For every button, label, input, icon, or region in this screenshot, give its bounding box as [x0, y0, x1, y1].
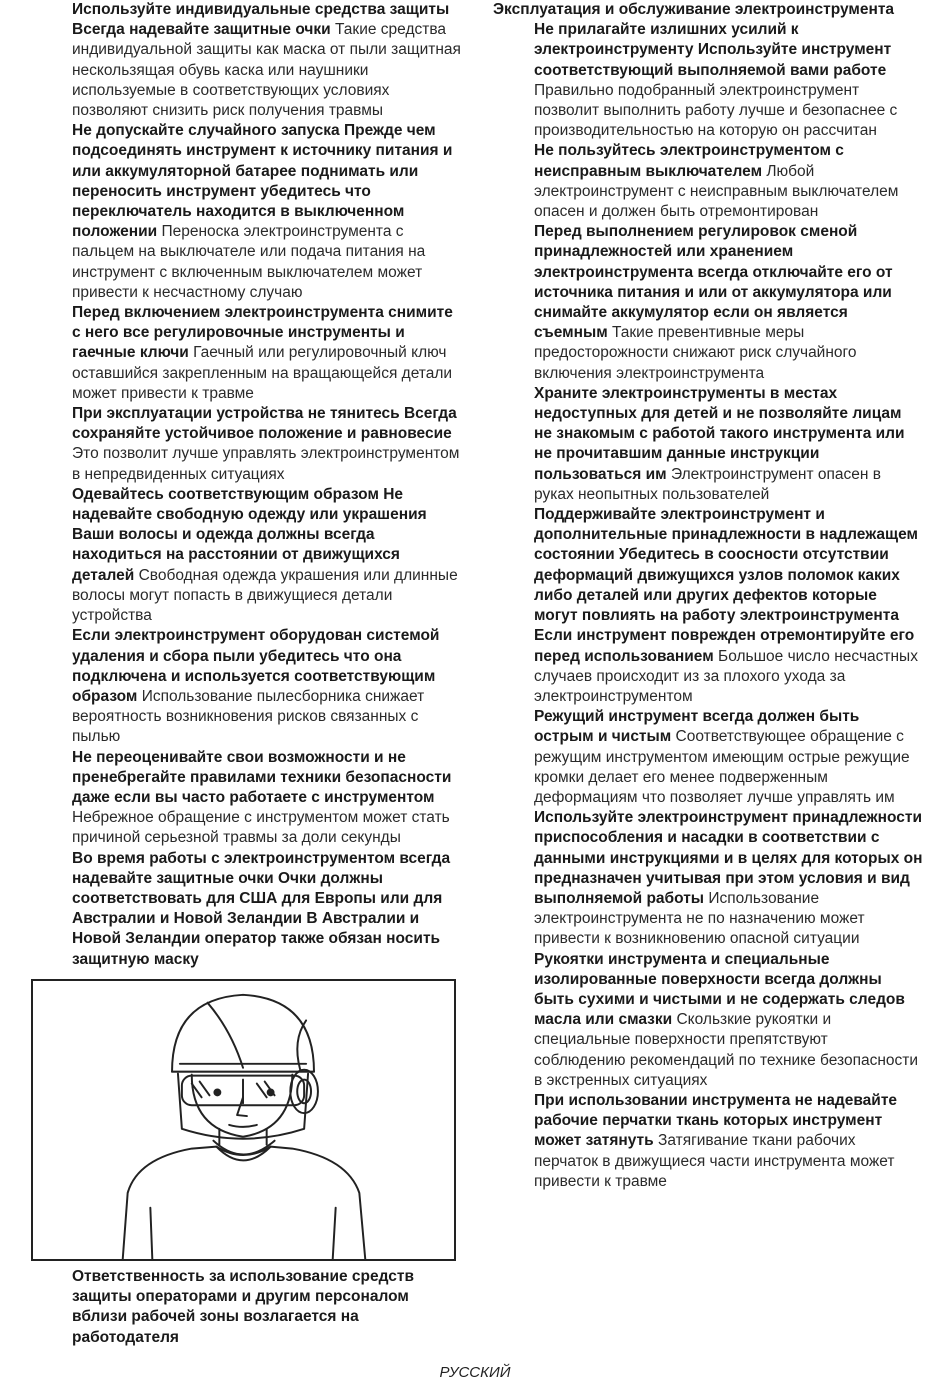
- paragraph-normal-text: Это позволит лучше управлять электроинструментом в непредвиденных ситуациях: [72, 445, 460, 483]
- paragraph-normal-text: Такие средства индивидуальной защиты как маска от пыли защитная нескользящая обувь каска или наушники используемые в соответствующих условиях позволяют снизить риск получения травмы: [72, 21, 461, 120]
- left-column: [72, 0, 464, 970]
- person-with-protective-gear-icon: [33, 981, 454, 1259]
- maintenance-paragraph: [534, 808, 923, 949]
- paragraph-bold-text: Не прилагайте излишних усилий к электроинструменту Используйте инструмент соответствующий выполняемой вами работе: [534, 21, 892, 79]
- paragraph-bold-text: Храните электроинструменты в местах недоступных для детей и не позволяйте лицам не знакомым с работой такого инструмента или не прочитавшим данные инструкции пользоваться им: [534, 384, 905, 483]
- safety-paragraph: [72, 0, 464, 121]
- safety-paragraph: [72, 849, 464, 970]
- paragraph-bold-text: Одевайтесь соответствующим образом Не надевайте свободную одежду или украшения Ваши волосы и одежда должны всегда находиться на расстоянии от движущихся деталей: [72, 485, 427, 584]
- paragraph-normal-text: Скользкие рукоятки и специальные поверхности препятствуют соблюдению рекомендаций по технике безопасности в экстренных ситуациях: [534, 1011, 919, 1089]
- paragraph-bold-text: При использовании инструмента не надевайте рабочие перчатки ткань которых инструмент может затянуть: [534, 1091, 898, 1150]
- maintenance-paragraph: [534, 20, 923, 141]
- maintenance-paragraph: [534, 141, 923, 222]
- maintenance-paragraph: [534, 505, 923, 707]
- paragraph-bold-text: Во время работы с электроинструментом всегда надевайте защитные очки Очки должны соответствовать для США для Европы или для Австралии и Новой Зеландии В Австралии и Новой Зеландии оператор также обязан носить защитную маску: [72, 849, 451, 968]
- maintenance-paragraph: [534, 222, 923, 384]
- safety-paragraph: [72, 626, 464, 747]
- page-footer-language: РУССКИЙ: [439, 1364, 511, 1381]
- paragraph-bold-text: Рукоятки инструмента и специальные изолированные поверхности всегда должны быть сухими и чистыми и не содержать следов масла или смазки: [534, 950, 905, 1029]
- paragraph-bold-text: Поддерживайте электроинструмент и дополнительные принадлежности в надлежащем состоянии Убедитесь в соосности отсутствии деформаций движущихся узлов поломок каких либо деталей или других дефектов которые могут повлиять на работу электроинструмента Если инструмент поврежден отремонтируйте его перед использованием: [534, 506, 918, 665]
- paragraph-bold-text: Не пользуйтесь электроинструментом с неисправным выключателем: [534, 142, 844, 180]
- section-heading: Эксплуатация и обслуживание электроинструмента: [493, 1, 895, 18]
- safety-paragraph: [72, 748, 464, 849]
- paragraph-bold-text: При эксплуатации устройства не тянитесь Всегда сохраняйте устойчивое положение и равновесие: [72, 405, 457, 443]
- paragraph-bold-text: Если электроинструмент оборудован системой удаления и сбора пыли убедитесь что она подключена и используется соответствующим образом: [72, 627, 440, 705]
- figure-caption: Ответственность за использование средств защиты операторами и другим персоналом вблизи рабочей зоны возлагается на работодателя: [72, 1268, 414, 1346]
- paragraph-normal-text: Использование пылесборника снижает вероятность возникновения рисков связанных с пылью: [72, 687, 425, 746]
- paragraph-bold-text: Используйте индивидуальные средства защиты Всегда надевайте защитные очки: [72, 1, 450, 39]
- maintenance-paragraph: [534, 950, 923, 1091]
- safety-paragraph: [72, 121, 464, 303]
- paragraph-normal-text: Использование электроинструмента не по назначению может привести к возникновению опасной ситуации: [534, 889, 865, 948]
- paragraph-normal-text: Большое число несчастных случаев происходит из за плохого ухода за электроинструментом: [534, 647, 918, 705]
- safety-paragraph: [72, 485, 464, 626]
- paragraph-normal-text: Правильно подобранный электроинструмент позволит выполнить работу лучше и безопаснее с производительностью на которую он рассчитан: [534, 81, 898, 140]
- maintenance-paragraph: [534, 707, 923, 808]
- paragraph-bold-text: Не допускайте случайного запуска Прежде чем подсоединять инструмент к источнику питания и или аккумуляторной батарее поднимать или переносить инструмент убедитесь что переключатель находится в выключенном положении: [72, 122, 453, 241]
- safety-equipment-illustration: [31, 979, 456, 1261]
- paragraph-bold-text: Используйте электроинструмент принадлежности приспособления и насадки в соответствии с данными инструкциями и в целях для которых он предназначен учитывая при этом условия и вид выполняемой работы: [534, 809, 923, 907]
- paragraph-normal-text: Электроинструмент опасен в руках неопытных пользователей: [534, 465, 881, 503]
- paragraph-normal-text: Такие превентивные меры предосторожности снижают риск случайного включения электроинструмента: [534, 324, 857, 382]
- paragraph-normal-text: Затягивание ткани рабочих перчаток в движущиеся части инструмента может привести к травме: [534, 1132, 895, 1190]
- paragraph-bold-text: Перед выполнением регулировок сменой принадлежностей или хранением электроинструмента всегда отключайте его от источника питания и или от аккумулятора или снимайте аккумулятор если он является съемным: [534, 223, 893, 342]
- safety-paragraph: [72, 303, 464, 404]
- maintenance-paragraph: [534, 384, 923, 505]
- paragraph-normal-text: Небрежное обращение с инструментом может стать причиной серьезной травмы за доли секунды: [72, 809, 450, 847]
- paragraph-normal-text: Гаечный или регулировочный ключ оставшийся закрепленным на вращающейся детали может привести к травме: [72, 344, 453, 402]
- paragraph-bold-text: Перед включением электроинструмента снимите с него все регулировочные инструменты и гаечные ключи: [72, 304, 453, 362]
- paragraph-normal-text: Переноска электроинструмента с пальцем на выключателе или подача питания на инструмент с включенным выключателем может привести к несчастному случаю: [72, 223, 426, 301]
- paragraph-normal-text: Свободная одежда украшения или длинные волосы могут попасть в движущиеся детали устройства: [72, 566, 458, 625]
- paragraph-bold-text: Режущий инструмент всегда должен быть острым и чистым: [534, 708, 860, 746]
- paragraph-normal-text: Соответствующее обращение с режущим инструментом имеющим острые режущие кромки делает его менее подверженным деформациям что позволяет лучше управлять им: [534, 728, 910, 806]
- paragraph-bold-text: Не переоценивайте свои возможности и не пренебрегайте правилами техники безопасности даже если вы часто работаете с инструментом: [72, 748, 452, 806]
- paragraph-normal-text: Любой электроинструмент с неисправным выключателем опасен и должен быть отремонтирован: [534, 162, 899, 221]
- right-column: [493, 0, 923, 1192]
- safety-paragraph: [72, 404, 464, 485]
- right-column-items: [493, 20, 923, 1192]
- maintenance-paragraph: [534, 1091, 923, 1192]
